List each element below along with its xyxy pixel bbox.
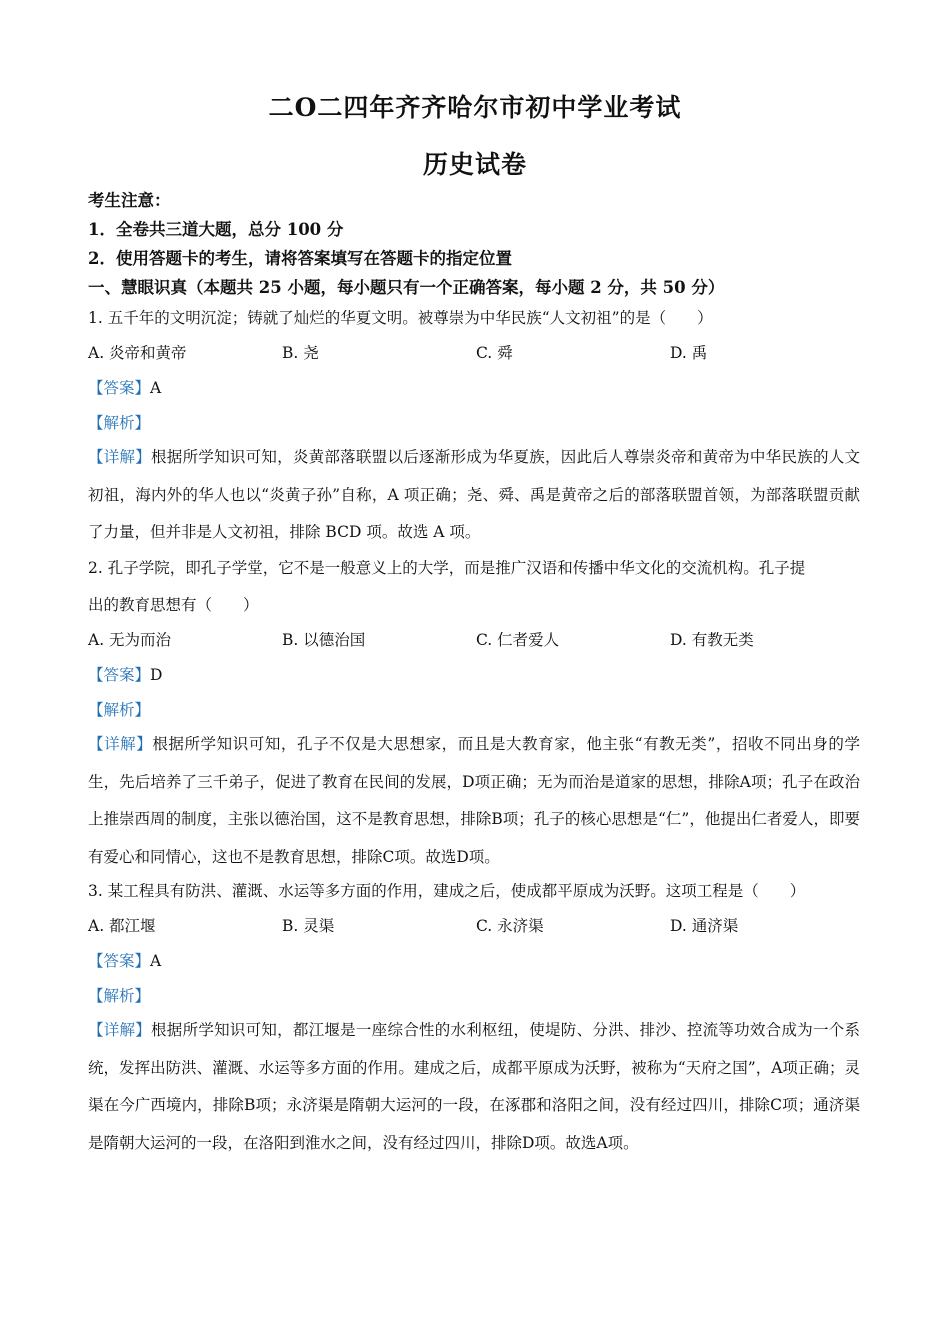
analysis-label: 【解析】 <box>88 701 151 719</box>
question-2-stem-line-1: 2. 孔子学院，即孔子学堂，它不是一般意义上的大学，而是推广汉语和传播中华文化的交流机构。孔子提 <box>88 559 806 577</box>
question-3-stem: 3. 某工程具有防洪、灌溉、水运等多方面的作用，建成之后，使成都平原成为沃野。这项工程是（ ） <box>88 882 806 900</box>
detail-label: 【详解】 <box>88 448 152 466</box>
question-2-option-a: A. 无为而治 <box>88 631 172 649</box>
analysis-label: 【解析】 <box>88 987 151 1005</box>
detail-text: 根据所学知识可知，孔子不仅是大思想家，而且是大教育家，他主张“有教无类”，招收不同出身的学生，先后培养了三千弟子，促进了教育在民间的发展，D项正确；无为而治是道家的思想，排除A项；孔子在政治上推崇西周的制度，主张以德治国，这不是教育思想，排除B项；孔子的核心思想是“仁”，他提出仁者爱人，即要有爱心和同情心，这也不是教育思想，排除C项。故选D项。 <box>88 735 860 866</box>
answer-value: D <box>150 666 163 684</box>
question-1-option-d: D. 禹 <box>670 344 708 362</box>
answer-label: 【答案】 <box>88 952 151 970</box>
answer-label: 【答案】 <box>88 379 151 397</box>
question-1-analysis <box>88 412 868 434</box>
answer-value: A <box>150 379 162 397</box>
question-3-detail <box>88 1012 860 1162</box>
notice-heading: 考生注意： <box>88 191 171 210</box>
notice-item-2: 2．使用答题卡的考生，请将答案填写在答题卡的指定位置 <box>88 249 512 268</box>
exam-subject-title: 历史试卷 <box>422 150 527 179</box>
answer-label: 【答案】 <box>88 666 151 684</box>
section-heading: 一、慧眼识真（本题共 25 小题，每小题只有一个正确答案，每小题 2 分，共 50 分） <box>88 278 725 297</box>
notice-item-1: 1．全卷共三道大题，总分 100 分 <box>88 220 344 239</box>
detail-label: 【详解】 <box>88 1021 152 1039</box>
question-1-option-b: B. 尧 <box>282 344 319 362</box>
detail-text: 根据所学知识可知，炎黄部落联盟以后逐渐形成为华夏族，因此后人尊崇炎帝和黄帝为中华民族的人文初祖，海内外的华人也以“炎黄子孙”自称，A 项正确；尧、舜、禹是黄帝之后的部落联盟首领，为部落联盟贡献了力量，但并非是人文初祖，排除 BCD 项。故选 A 项。 <box>88 448 860 541</box>
question-1-detail <box>88 439 860 552</box>
question-3-option-b: B. 灵渠 <box>282 917 335 935</box>
detail-label: 【详解】 <box>88 735 153 753</box>
analysis-label: 【解析】 <box>88 414 151 432</box>
question-3-option-a: A. 都江堰 <box>88 917 156 935</box>
question-3-option-d: D. 通济渠 <box>670 917 739 935</box>
question-2-option-c: C. 仁者爱人 <box>476 631 560 649</box>
question-2-answer <box>88 664 868 686</box>
question-3-analysis <box>88 985 868 1007</box>
question-1-option-c: C. 舜 <box>476 344 513 362</box>
question-2-stem-line-2: 出的教育思想有（ ） <box>88 596 259 614</box>
question-3-answer <box>88 950 868 972</box>
exam-title: 二O二四年齐齐哈尔市初中学业考试 <box>268 93 682 122</box>
question-2-analysis <box>88 699 868 721</box>
detail-text: 根据所学知识可知，都江堰是一座综合性的水利枢纽，使堤防、分洪、排沙、控流等功效合成为一个系统，发挥出防洪、灌溉、水运等多方面的作用。建成之后，成都平原成为沃野，被称为“天府之国”，A项正确；灵渠在今广西境内，排除B项；永济渠是隋朝大运河的一段，在涿郡和洛阳之间，没有经过四川，排除C项；通济渠是隋朝大运河的一段，在洛阳到淮水之间，没有经过四川，排除D项。故选A项。 <box>88 1021 860 1152</box>
question-3-option-c: C. 永济渠 <box>476 917 544 935</box>
question-1-option-a: A. 炎帝和黄帝 <box>88 344 187 362</box>
question-2-option-b: B. 以德治国 <box>282 631 366 649</box>
question-2-option-d: D. 有教无类 <box>670 631 754 649</box>
question-1-stem: 1. 五千年的文明沉淀；铸就了灿烂的华夏文明。被尊崇为中华民族“人文初祖”的是（ ） <box>88 309 713 327</box>
question-1-answer <box>88 377 868 399</box>
answer-value: A <box>150 952 162 970</box>
question-2-detail <box>88 726 860 876</box>
